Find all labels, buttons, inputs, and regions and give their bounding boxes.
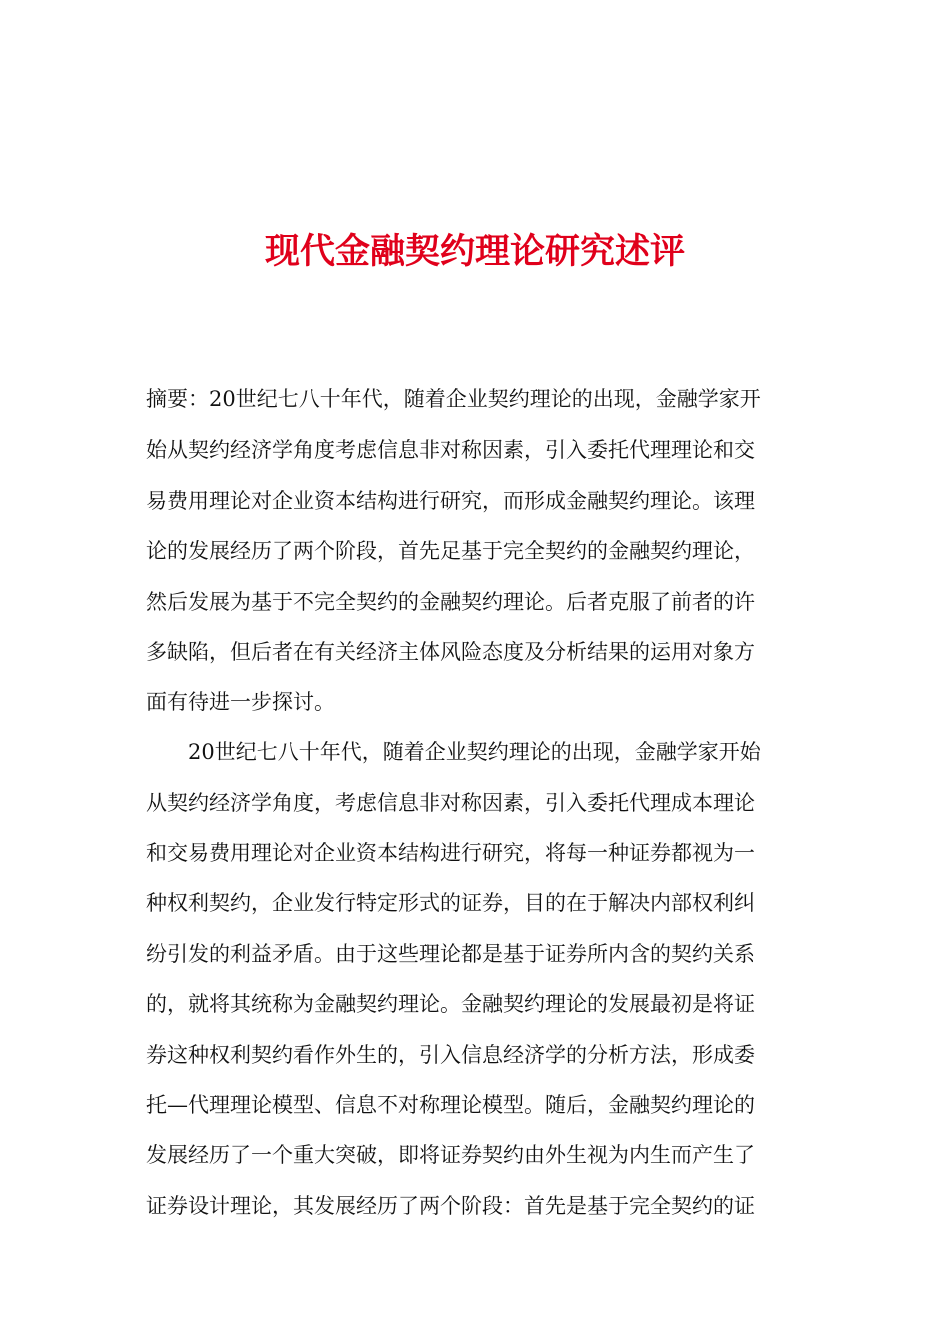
abstract-line: 始从契约经济学角度考虑信息非对称因素，引入委托代理理论和交 bbox=[146, 438, 755, 462]
body-line: 证券设计理论，其发展经历了两个阶段：首先是基于完全契约的证 bbox=[146, 1194, 755, 1218]
body-line: 20世纪七八十年代，随着企业契约理论的出现，金融学家开始 bbox=[146, 740, 761, 764]
body-line: 的，就将其统称为金融契约理论。金融契约理论的发展最初是将证 bbox=[146, 992, 755, 1016]
abstract-line: 论的发展经历了两个阶段，首先足基于完全契约的金融契约理论， bbox=[146, 539, 755, 563]
abstract-line: 摘要：20世纪七八十年代，随着企业契约理论的出现，金融学家开 bbox=[146, 387, 761, 411]
body-line: 纷引发的利益矛盾。由于这些理论都是基于证券所内含的契约关系 bbox=[146, 942, 755, 966]
body-line: 券这种权利契约看作外生的，引入信息经济学的分析方法，形成委 bbox=[146, 1043, 755, 1067]
abstract-line: 多缺陷，但后者在有关经济主体风险态度及分析结果的运用对象方 bbox=[146, 640, 755, 664]
abstract-line: 易费用理论对企业资本结构进行研究，而形成金融契约理论。该理 bbox=[146, 489, 755, 513]
body-line: 种权利契约，企业发行特定形式的证券，目的在于解决内部权利纠 bbox=[146, 891, 755, 915]
body-line: 发展经历了一个重大突破，即将证券契约由外生视为内生而产生了 bbox=[146, 1143, 755, 1167]
body-line: 从契约经济学角度，考虑信息非对称因素，引入委托代理成本理论 bbox=[146, 791, 755, 815]
body-line: 托—代理理论模型、信息不对称理论模型。随后，金融契约理论的 bbox=[146, 1093, 755, 1117]
abstract-line: 面有待进一步探讨。 bbox=[146, 690, 335, 714]
document-title: 现代金融契约理论研究述评 bbox=[264, 231, 685, 272]
body-line: 和交易费用理论对企业资本结构进行研究，将每一种证券都视为一 bbox=[146, 841, 755, 865]
abstract-line: 然后发展为基于不完全契约的金融契约理论。后者克服了前者的许 bbox=[146, 590, 755, 614]
